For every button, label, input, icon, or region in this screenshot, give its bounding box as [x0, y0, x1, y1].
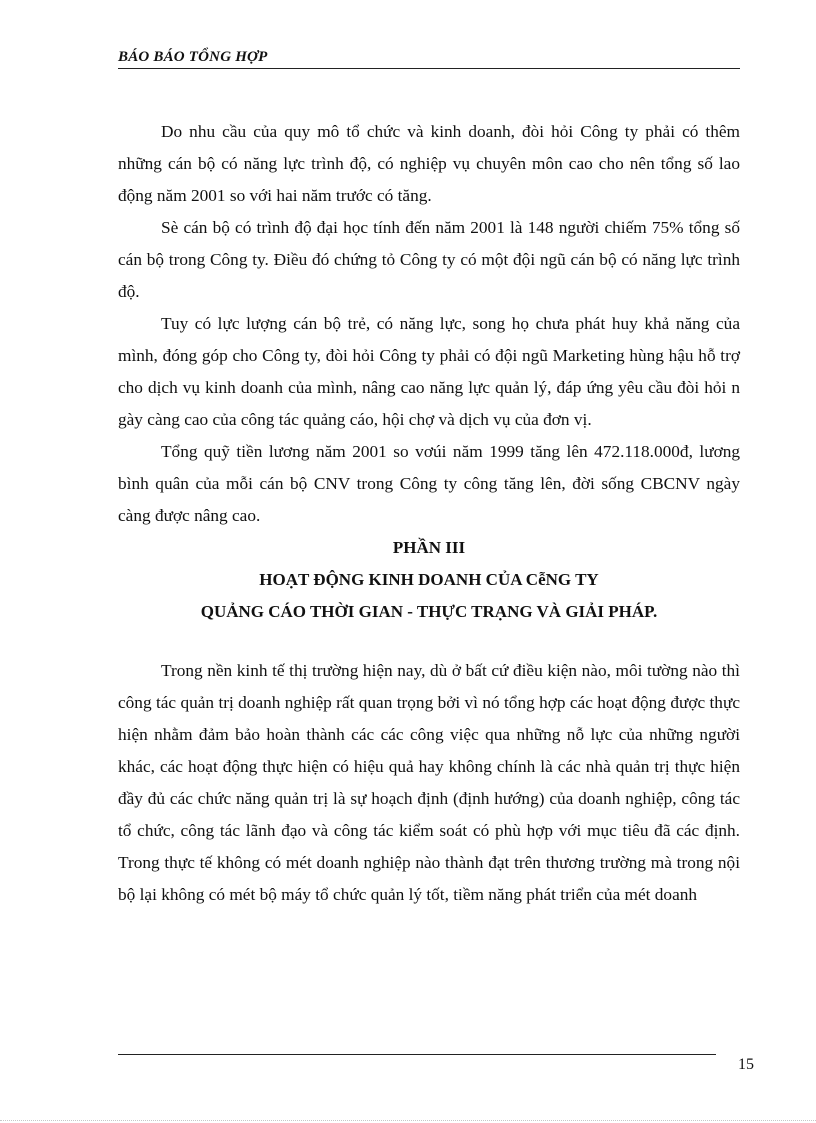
running-header: [118, 46, 740, 69]
header-title: BÁO BÁO TỔNG HỢP: [118, 49, 268, 65]
part-heading: PHẦN III: [392, 538, 466, 557]
paragraph-4: Tổng quỹ tiền lương năm 2001 so vơúi năm 1999 tăng lên 472.118.000đ, lương bình quân của mỗi cán bộ CNV trong Công ty công tăng lên, đời sống CBCNV ngày càng được nâng cao.: [118, 442, 740, 525]
section-title-line-1: HOẠT ĐỘNG KINH DOANH CỦA CễNG TY: [259, 570, 599, 589]
document-body: [118, 116, 740, 911]
paragraph-2: Sè cán bộ có trình độ đại học tính đến năm 2001 là 148 người chiếm 75% tổng số cán bộ trong Công ty. Điều đó chứng tỏ Công ty có một đội ngũ cán bộ có năng lực trình độ.: [118, 218, 740, 301]
footer-rule: [118, 1054, 716, 1055]
page-number: 15: [738, 1056, 754, 1073]
paragraph-3: Tuy có lực lượng cán bộ trẻ, có năng lực, song họ chưa phát huy khả năng của mình, đóng góp cho Công ty, đòi hỏi Công ty phải có đội ngũ Marketing hùng hậu hỗ trợ cho dịch vụ kinh doanh của mình, nâng cao năng lực quản lý, đáp ứng yêu cầu đòi hỏi n gày càng cao của công tác quảng cáo, hội chợ và dịch vụ của đơn vị.: [118, 314, 740, 429]
paragraph-5: Trong nền kinh tế thị trường hiện nay, dù ở bất cứ điều kiện nào, môi tường nào thì công tác quản trị doanh nghiệp rất quan trọng bởi vì nó tổng hợp các hoạt động được thực hiện nhằm đảm bảo hoàn thành các các công việc qua những nỗ lực của những người khác, các hoạt động thực hiện có hiệu quả hay không chính là các nhà quản trị thực hiện đầy đủ các chức năng quản trị là sự hoạch định (định hướng) của doanh nghiệp, công tác tổ chức, công tác lãnh đạo và công tác kiểm soát có phù hợp với mục tiêu đã các định. Trong thực tế không có mét doanh nghiệp nào thành đạt trên thương trường mà trong nội bộ lại không có mét bộ máy tổ chức quản lý tốt, tiềm năng phát triển của mét doanh: [118, 661, 740, 904]
section-title-line-2: QUẢNG CÁO THỜI GIAN - THỰC TRẠNG VÀ GIẢI PHÁP.: [200, 602, 658, 621]
paragraph-1: Do nhu cầu của quy mô tổ chức và kinh doanh, đòi hỏi Công ty phải có thêm những cán bộ có năng lực trình độ, có nghiệp vụ chuyên môn cao cho nên tổng số lao động năm 2001 so với hai năm trước có tăng.: [118, 122, 740, 205]
page-bottom-divider: [0, 1120, 816, 1121]
section-spacer: [118, 628, 740, 655]
